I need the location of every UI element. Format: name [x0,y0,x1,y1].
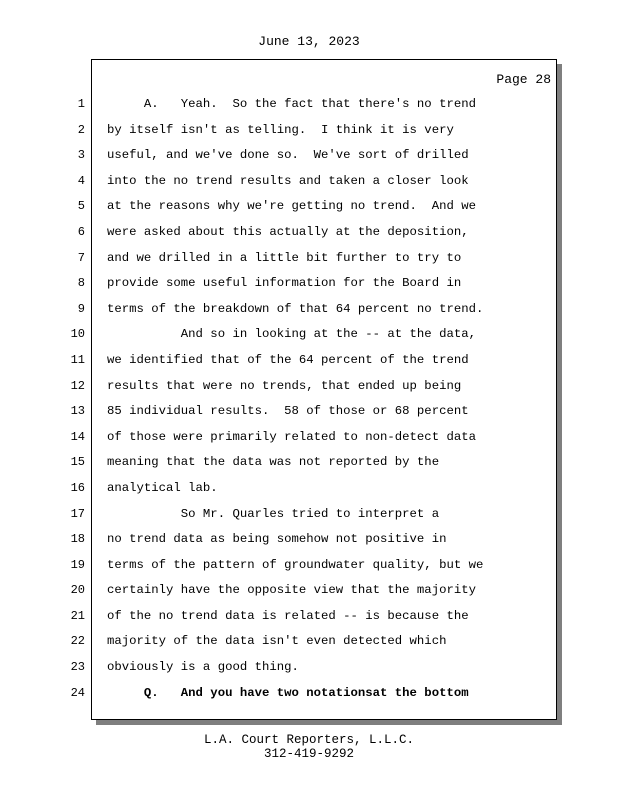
transcript-line: and we drilled in a little bit further to try to [107,250,462,265]
transcript-line: were asked about this actually at the deposition, [107,224,469,239]
footer-company: L.A. Court Reporters, L.L.C. [203,733,415,747]
line-number: 24 [70,685,85,700]
header-date: June 13, 2023 [258,34,360,49]
line-number: 12 [70,378,85,393]
line-number: 4 [77,173,85,188]
transcript-line: So Mr. Quarles tried to interpret a [107,506,440,521]
line-number: 3 [77,148,85,163]
transcript-line: majority of the data isn't even detected which [107,634,447,649]
line-number: 2 [77,122,85,137]
line-number: 7 [77,250,85,265]
transcript-line: terms of the pattern of groundwater quality, but we [107,557,484,572]
line-number: 16 [70,480,85,495]
transcript-line: no trend data as being somehow not positive in [107,532,447,547]
transcript-line: certainly have the opposite view that the majority [107,583,476,598]
transcript-line: A. Yeah. So the fact that there's no trend [107,97,476,111]
line-number: 10 [70,327,85,342]
line-number: 20 [70,583,85,598]
transcript-line: of the no trend data is related -- is because the [107,608,469,623]
line-number: 8 [77,276,85,291]
line-number: 22 [70,634,85,649]
line-number: 1 [77,97,85,111]
line-number: 14 [70,429,85,444]
line-number: 18 [70,532,85,547]
line-number: 19 [70,557,85,572]
transcript-text [107,92,552,706]
line-number: 17 [70,506,85,521]
line-number: 15 [70,455,85,470]
line-number: 21 [70,608,85,623]
line-number-column [60,92,85,706]
transcript-line: useful, and we've done so. We've sort of drilled [107,148,469,163]
line-number: 23 [70,660,85,675]
transcript-line: meaning that the data was not reported by the [107,455,440,470]
transcript-line: into the no trend results and taken a closer look [107,173,469,188]
line-number: 11 [70,352,85,367]
transcript-line: we identified that of the 64 percent of the trend [107,352,469,367]
page-number: Page 28 [496,72,551,87]
transcript-line: provide some useful information for the Board in [107,276,462,291]
footer [0,733,618,761]
transcript-line: 85 individual results. 58 of those or 68 percent [107,404,469,419]
transcript-line: by itself isn't as telling. I think it is very [107,122,454,137]
transcript-line: And so in looking at the -- at the data, [107,327,476,342]
transcript-line: at the reasons why we're getting no trend. And we [107,199,476,214]
transcript-line: of those were primarily related to non-detect data [107,429,476,444]
line-number: 9 [77,301,85,316]
transcript-line: analytical lab. [107,480,218,495]
line-number: 13 [70,404,85,419]
transcript-line: results that were no trends, that ended up being [107,378,462,393]
footer-phone: 312-419-9292 [263,747,354,761]
line-number: 5 [77,199,85,214]
transcript-line-question: Q. And you have two notationsat the bottom [107,685,469,700]
line-number: 6 [77,224,85,239]
transcript-line: terms of the breakdown of that 64 percent no trend. [107,301,484,316]
transcript-line: obviously is a good thing. [107,660,299,675]
